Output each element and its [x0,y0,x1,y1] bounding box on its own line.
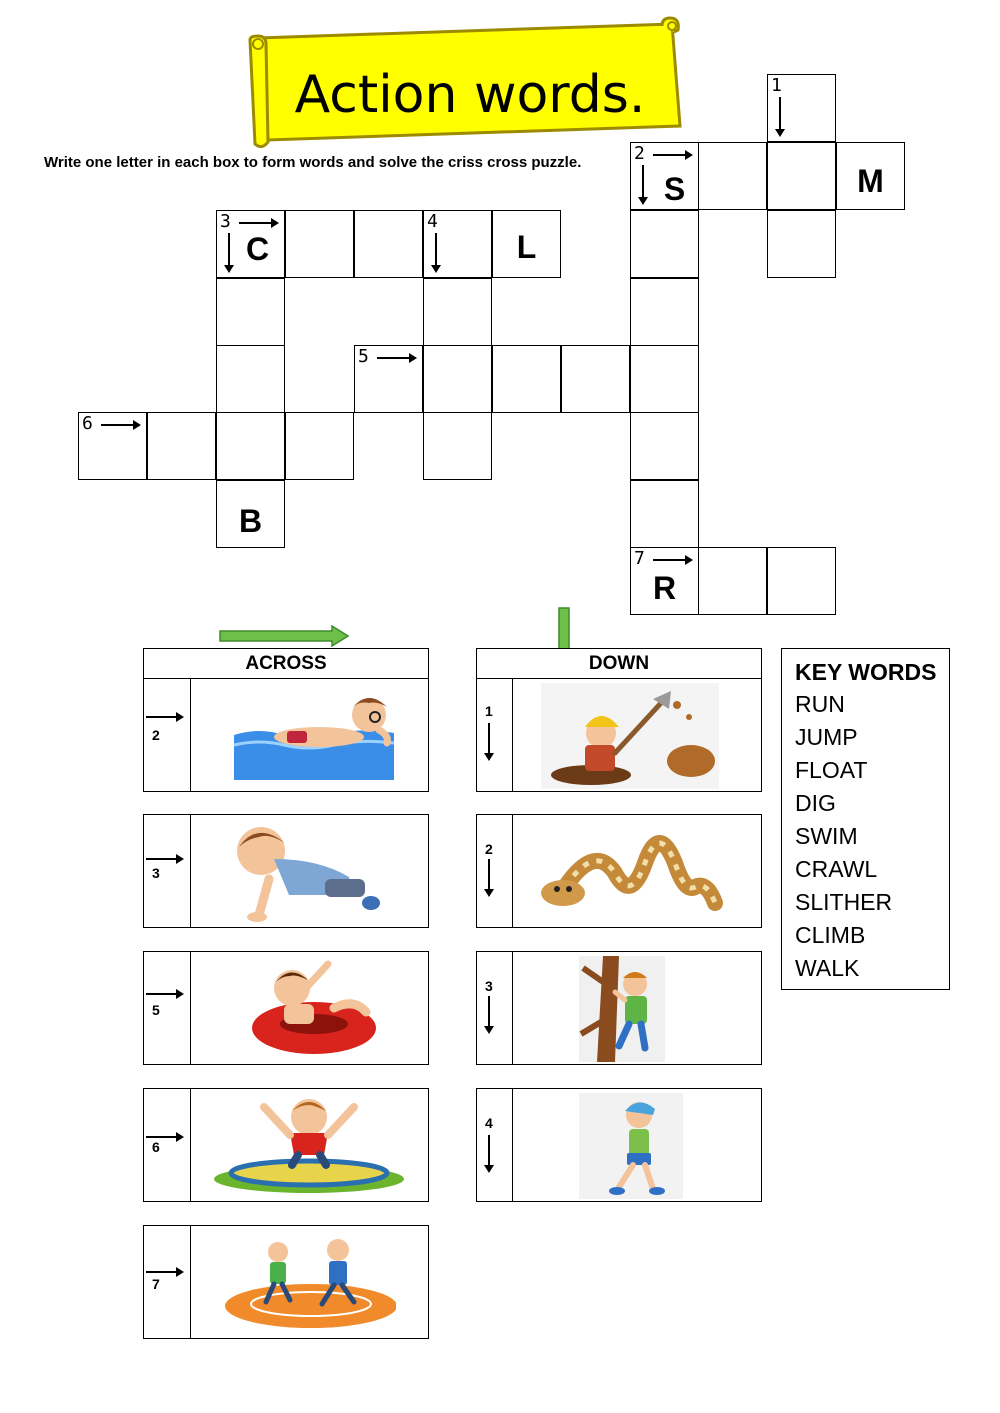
clue-number: 7 [634,548,645,569]
across-heading: ACROSS [245,653,327,674]
grid-cell[interactable] [216,345,285,413]
clue-number: 3 [152,865,160,881]
down-header [476,648,762,679]
grid-cell[interactable] [630,480,699,548]
key-word: JUMP [795,724,858,750]
grid-cell[interactable] [492,210,561,278]
climbing-boy-icon [579,956,665,1062]
down-clue-4 [476,1088,762,1202]
grid-cell[interactable] [630,412,699,480]
arrow-down-icon [483,723,495,763]
floating-boy-icon [244,958,384,1062]
grid-cell[interactable] [423,345,492,413]
arrow-down-icon [637,165,649,205]
arrow-down-icon [483,996,495,1036]
grid-cell[interactable] [216,412,285,480]
clue-number: 6 [82,413,93,434]
crossword-grid [0,0,1000,640]
clue-number: 2 [634,143,645,164]
clue-number: 5 [358,346,369,367]
across-clue-7 [143,1225,429,1339]
grid-cell[interactable] [216,480,285,548]
arrow-right-icon [146,988,186,1000]
running-boys-icon [216,1234,396,1334]
arrow-right-icon [653,149,693,161]
arrow-right-icon [653,554,693,566]
grid-cell[interactable] [216,210,285,278]
key-word: FLOAT [795,757,868,783]
grid-cell[interactable] [423,278,492,346]
arrow-down-icon [483,859,495,899]
key-word: SWIM [795,823,858,849]
key-word: DIG [795,790,836,816]
clue-number: 1 [485,703,493,719]
arrow-right-icon [377,352,417,364]
jumping-boy-icon [202,1093,416,1199]
down-clue-3 [476,951,762,1065]
slithering-snake-icon [535,823,731,921]
grid-letter: B [238,503,263,539]
grid-cell[interactable] [285,210,354,278]
grid-cell[interactable] [354,210,423,278]
grid-cell[interactable] [767,547,836,615]
grid-letter: R [652,570,677,606]
key-words-box [781,648,950,990]
grid-cell[interactable] [492,345,561,413]
grid-cell[interactable] [354,345,423,413]
across-header [143,648,429,679]
grid-cell[interactable] [836,142,905,210]
arrow-right-icon [146,711,186,723]
clue-number: 4 [485,1115,493,1131]
grid-letter: C [245,231,270,267]
grid-cell[interactable] [698,547,767,615]
arrow-right-icon [146,853,186,865]
digging-worker-icon [541,683,719,789]
across-clue-2 [143,678,429,792]
key-word: RUN [795,691,845,717]
grid-cell[interactable] [630,142,699,210]
grid-cell[interactable] [630,547,699,615]
grid-cell[interactable] [147,412,216,480]
grid-cell[interactable] [423,210,492,278]
arrow-right-icon [239,217,279,229]
grid-letter: L [516,229,537,265]
grid-cell[interactable] [767,142,836,210]
across-arrow-icon [218,625,350,647]
swimming-boy-icon [229,685,399,785]
clue-number: 1 [771,75,782,96]
clue-number: 2 [152,727,160,743]
page-title: Action words. [294,65,646,125]
down-clue-2 [476,814,762,928]
grid-cell[interactable] [285,412,354,480]
grid-letter: M [857,163,884,199]
clue-number: 5 [152,1002,160,1018]
grid-letter: S [663,171,686,207]
key-word: CRAWL [795,856,878,882]
across-clue-5 [143,951,429,1065]
clue-number: 3 [485,978,493,994]
grid-cell[interactable] [423,412,492,480]
arrow-down-icon [774,97,786,137]
key-words-heading: KEY WORDS [795,659,937,685]
instructions-text: Write one letter in each box to form words and solve the criss cross puzzle. [44,154,582,171]
clue-number: 6 [152,1139,160,1155]
clue-number: 7 [152,1276,160,1292]
grid-cell[interactable] [630,210,699,278]
walking-boy-icon [579,1093,683,1199]
arrow-down-icon [483,1135,495,1175]
key-word: SLITHER [795,889,893,915]
grid-cell[interactable] [216,278,285,346]
grid-cell[interactable] [630,278,699,346]
key-word: WALK [795,955,860,981]
clue-number: 3 [220,211,231,232]
key-word: CLIMB [795,922,866,948]
grid-cell[interactable] [561,345,630,413]
crawling-boy-icon [229,819,389,925]
grid-cell[interactable] [767,74,836,142]
across-clue-3 [143,814,429,928]
grid-cell[interactable] [767,210,836,278]
grid-cell[interactable] [698,142,767,210]
arrow-right-icon [101,419,141,431]
across-clue-6 [143,1088,429,1202]
grid-cell[interactable] [78,412,147,480]
clue-number: 4 [427,211,438,232]
arrow-down-icon [430,233,442,273]
clue-number: 2 [485,841,493,857]
down-clue-1 [476,678,762,792]
grid-cell[interactable] [630,345,699,413]
down-heading: DOWN [588,653,650,674]
